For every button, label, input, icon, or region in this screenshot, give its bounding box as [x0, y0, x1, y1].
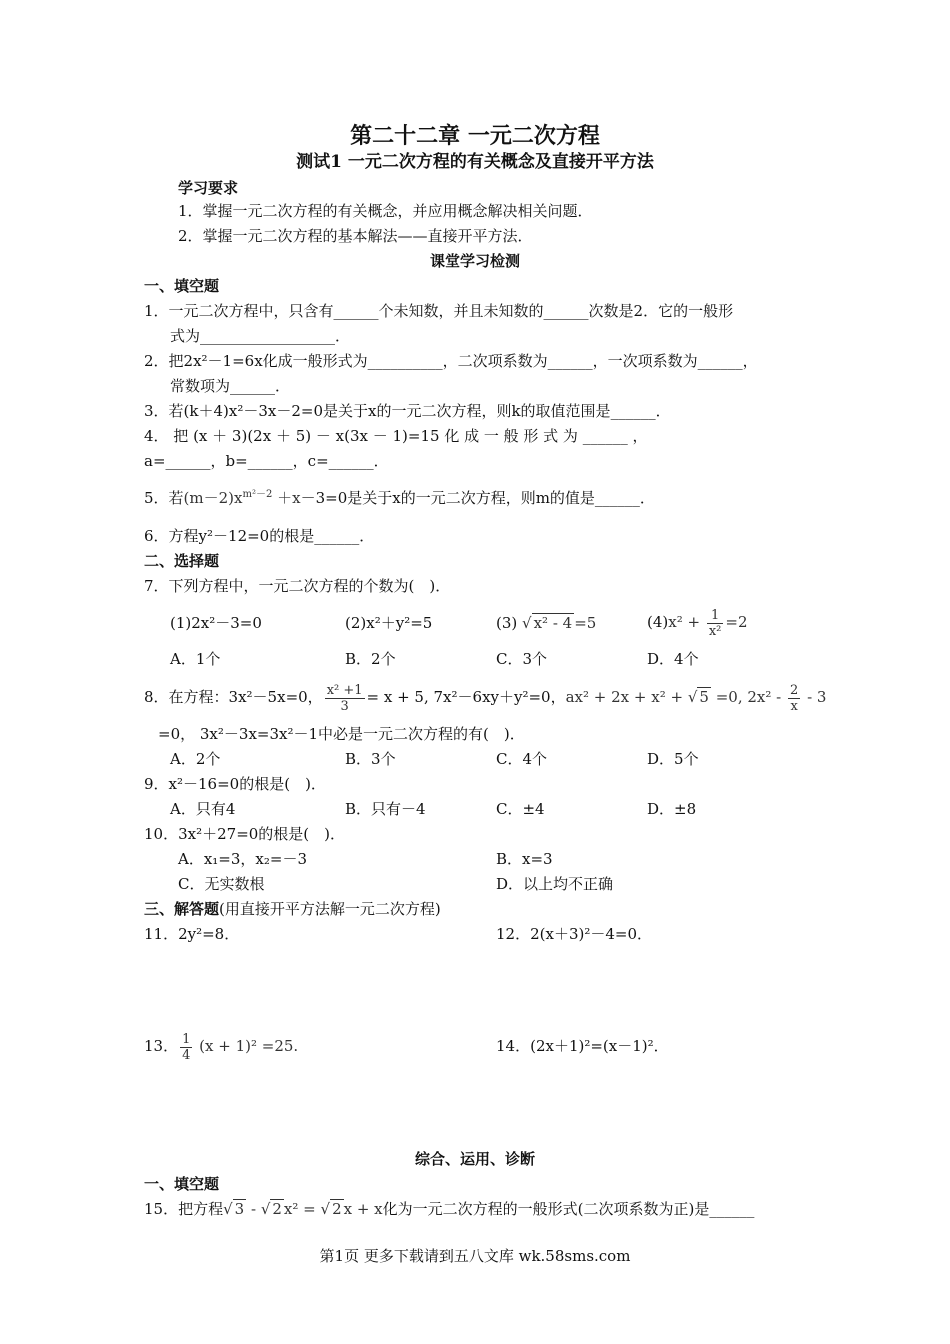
q7-answer-a: A．1个 [170, 650, 221, 668]
part1-heading: 一、填空题 [144, 277, 220, 295]
q10-answer-d: D．以上均不正确 [496, 875, 614, 893]
q6: 6．方程y²－12=0的根是______． [144, 527, 375, 545]
q5: 5．若$(m-2)x^{m^2-2} +x-3=0$是关于x的一元二次方程，则m的值是______． [144, 489, 655, 507]
requirements-heading: 学习要求 [178, 179, 239, 197]
q7-option-1: (1)2x²－3=0 [170, 614, 262, 632]
q11: 11．2y²=8． [144, 925, 240, 943]
q8-answer-b: B．3个 [345, 750, 396, 768]
q8-answer-c: C．4个 [496, 750, 548, 768]
q4-line2: a=______，b=______，c=______． [144, 452, 389, 470]
q7-option-4: (4)x² + $\frac{1}{\text{x²}}$ =2 [647, 607, 748, 639]
q8-answer-a: A．2个 [170, 750, 221, 768]
section-comprehensive-title: 综合、运用、诊断 [414, 1150, 535, 1168]
section-class-title: 课堂学习检测 [429, 252, 520, 270]
q7-option-3: (3) √ x² - 4 =5 [496, 614, 597, 632]
q8-line2: =0， 3x²－3x=3x²－1中必是一元二次方程的有( )． [158, 725, 525, 743]
q9: 9．x²－16=0的根是( )． [144, 775, 326, 793]
q13: 13． $\frac{1}{4}$ (x + 1)² =25. [144, 1031, 299, 1063]
q14: 14．(2x＋1)²=(x－1)²． [496, 1037, 669, 1055]
q3: 3．若(k＋4)x²－3x－2=0是关于x的一元二次方程，则k的取值范围是______． [144, 402, 671, 420]
q8-answer-d: D．5个 [647, 750, 699, 768]
q7-answer-d: D．4个 [647, 650, 699, 668]
page-footer: 第1页 更多下载请到五八文库 wk.58sms.com [319, 1247, 631, 1265]
q10-answer-b: B．x=3 [496, 850, 553, 868]
q9-answer-b: B．只有－4 [345, 800, 426, 818]
q10-answer-c: C．无实数根 [178, 875, 265, 893]
q2-line1: 2．把2x²－1=6x化成一般形式为__________，二次项系数为______，一次项系数为______， [144, 352, 758, 370]
q9-answer-d: D．±8 [647, 800, 697, 818]
q7-answer-b: B．2个 [345, 650, 396, 668]
q8-line1: 8．在方程：3x²－5x=0， $\frac{\text{x² +1}}{3}$ = x + 5, 7x²－6xy＋y²=0，ax² + 2x + x² + √ 5 =0, 2x² - $\frac{2}{x}$ - 3 [144, 682, 827, 714]
q15: 15．把方程√ 3 - √ 2 x² = √ 2 x + x化为一元二次方程的一般形式(二次项系数为正)是______ [144, 1200, 755, 1218]
q7: 7．下列方程中，一元二次方程的个数为( )． [144, 577, 451, 595]
q9-answer-c: C．±4 [496, 800, 545, 818]
part2-heading: 二、选择题 [144, 552, 220, 570]
q2-line2: 常数项为______． [170, 377, 291, 395]
part3-heading: 三、解答题(用直接开平方法解一元二次方程) [144, 900, 441, 918]
q4-line1: 4． 把 (x ＋ 3)(2x ＋ 5) － x(3x － 1)=15 化 成 一 般 形 式 为 ______ ， [144, 427, 648, 445]
q5-expression: $(m-2)x^{m^2-2} +x$ [183, 489, 301, 507]
test-title: 测试1 一元二次方程的有关概念及直接开平方法 [296, 152, 654, 172]
q10: 10．3x²＋27=0的根是( )． [144, 825, 346, 843]
q10-answer-a: A．x₁=3，x₂=－3 [178, 850, 308, 868]
part4-heading: 一、填空题 [144, 1175, 220, 1193]
q12: 12．2(x＋3)²－4=0． [496, 925, 653, 943]
chapter-title: 第二十二章 一元二次方程 [350, 123, 600, 149]
q1-line2: 式为__________________． [170, 327, 351, 345]
q7-answer-c: C．3个 [496, 650, 548, 668]
q1-line1: 1．一元二次方程中，只含有______个未知数，并且未知数的______次数是2．它的一般形 [144, 302, 734, 320]
q7-option-2: (2)x²＋y²=5 [345, 614, 433, 632]
requirement-2: 2．掌握一元二次方程的基本解法——直接开平方法． [178, 227, 533, 245]
requirement-1: 1．掌握一元二次方程的有关概念，并应用概念解决相关问题． [178, 202, 593, 220]
q9-answer-a: A．只有4 [170, 800, 236, 818]
